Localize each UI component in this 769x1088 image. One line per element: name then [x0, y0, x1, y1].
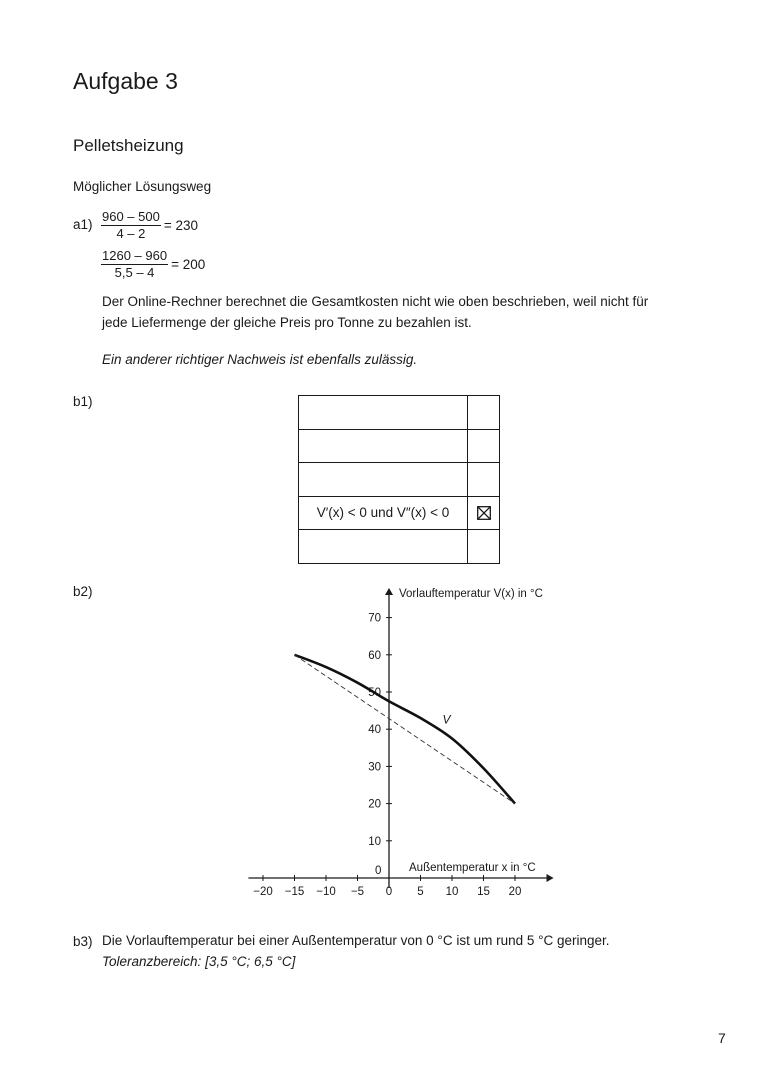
y-tick-label: 50 [368, 687, 381, 699]
x-tick-label: 10 [445, 886, 459, 898]
a1-explanation-line-1: Der Online-Rechner berechnet die Gesamtkosten nicht wie oben beschrieben, weil nicht für [102, 294, 649, 309]
b2-label: b2) [73, 584, 93, 599]
a1-explanation-line-2: jede Liefermenge der gleiche Preis pro Tonne zu bezahlen ist. [102, 315, 472, 330]
a1-note: Ein anderer richtiger Nachweis ist ebenfalls zulässig. [102, 352, 418, 367]
y-tick-label: 70 [368, 612, 381, 625]
page-title: Aufgabe 3 [73, 68, 178, 94]
b3-answer: Die Vorlauftemperatur bei einer Außentemperatur von 0 °C ist um rund 5 °C geringer. [102, 933, 610, 948]
b1-label: b1) [73, 394, 93, 409]
secant-line [295, 655, 516, 804]
statement-cell: V′(x) < 0 und V″(x) < 0 [299, 496, 468, 530]
x-axis-label: Außentemperatur x in °C [409, 862, 536, 874]
y-tick-label: 60 [368, 649, 381, 662]
x-tick-label: −10 [316, 886, 336, 898]
x-tick-label: 5 [417, 886, 424, 898]
y-tick-label: 30 [368, 761, 381, 774]
b3-label: b3) [73, 934, 93, 949]
x-tick-label: 15 [477, 886, 490, 898]
y-tick-label: 40 [368, 724, 381, 737]
numerator: 960 – 500 [102, 209, 160, 224]
a1-label: a1) [73, 217, 93, 232]
y-tick-label: 20 [368, 798, 381, 811]
x-tick-label: 0 [385, 886, 393, 898]
section-title: Pelletsheizung [73, 136, 184, 155]
origin-label: 0 [375, 865, 382, 877]
b3-tolerance: Toleranzbereich: [3,5 °C; 6,5 °C] [102, 954, 296, 969]
x-tick-label: −20 [253, 886, 273, 898]
result: = 230 [163, 218, 199, 233]
page-number: 7 [718, 1030, 726, 1046]
denominator: 5,5 – 4 [114, 265, 155, 280]
result: = 200 [171, 257, 206, 272]
x-tick-label: −5 [350, 886, 365, 898]
x-tick-label: 20 [508, 886, 522, 898]
denominator: 4 – 2 [116, 226, 146, 241]
y-axis-label: Vorlauftemperatur V(x) in °C [399, 588, 543, 600]
x-tick-label: −15 [284, 886, 305, 898]
numerator: 1260 – 960 [102, 248, 168, 263]
curve-label: V [442, 712, 451, 727]
y-tick-label: 10 [368, 835, 381, 848]
solution-intro: Möglicher Lösungsweg [73, 179, 212, 194]
